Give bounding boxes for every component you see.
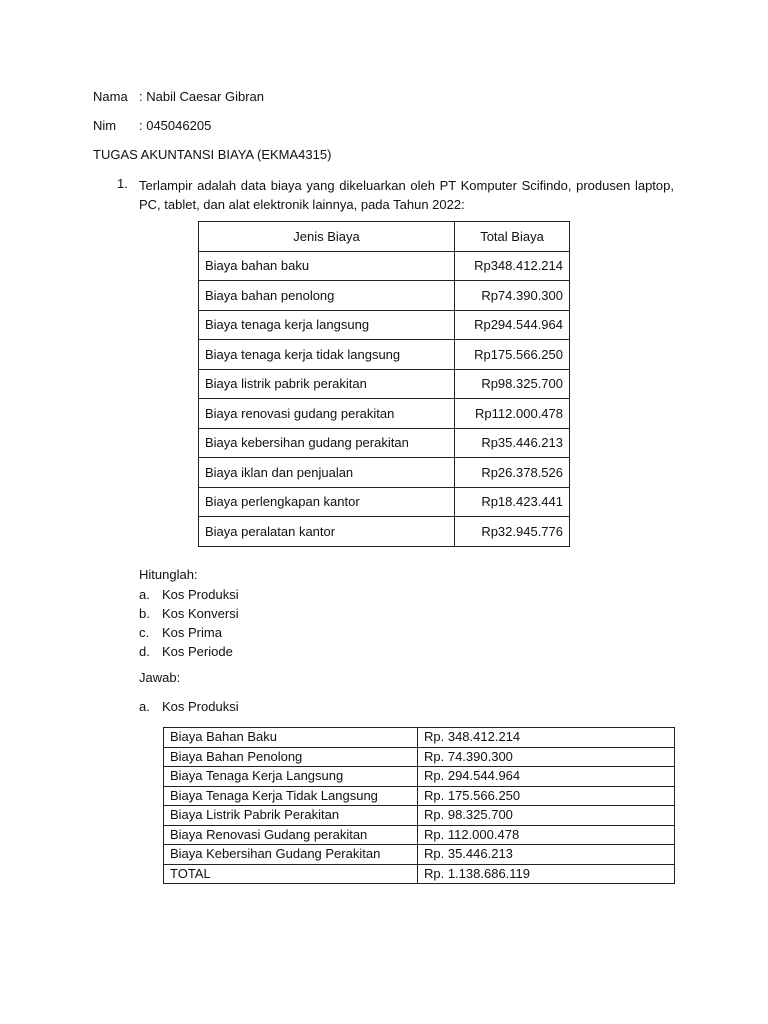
table-row xyxy=(199,310,570,340)
cost-name: Biaya iklan dan penjualan xyxy=(199,458,455,488)
table-row xyxy=(199,458,570,488)
instructions-title: Hitunglah: xyxy=(139,567,198,582)
cost-name: Biaya kebersihan gudang perakitan xyxy=(199,428,455,458)
answer-cost-name: Biaya Renovasi Gudang perakitan xyxy=(164,825,418,845)
list-item-label: Kos Periode xyxy=(162,644,233,659)
student-name-line xyxy=(93,89,264,104)
cost-table-header-total: Total Biaya xyxy=(455,222,570,252)
table-row xyxy=(164,767,675,787)
list-item xyxy=(139,623,239,642)
table-row xyxy=(199,251,570,281)
answer-sub-marker: a. xyxy=(139,699,150,714)
answer-title: Jawab: xyxy=(139,670,181,685)
list-item xyxy=(139,604,239,623)
list-item-label: Kos Konversi xyxy=(162,606,239,621)
answer-cost-value: Rp. 294.544.964 xyxy=(418,767,675,787)
table-row xyxy=(164,825,675,845)
cost-name: Biaya bahan baku xyxy=(199,251,455,281)
cost-value: Rp98.325.700 xyxy=(455,369,570,399)
table-row xyxy=(199,369,570,399)
name-label: Nama xyxy=(93,89,128,104)
answer-subheading xyxy=(139,699,239,714)
table-row xyxy=(199,428,570,458)
cost-name: Biaya perlengkapan kantor xyxy=(199,487,455,517)
cost-name: Biaya listrik pabrik perakitan xyxy=(199,369,455,399)
cost-value: Rp112.000.478 xyxy=(455,399,570,429)
cost-name: Biaya bahan penolong xyxy=(199,281,455,311)
cost-value: Rp26.378.526 xyxy=(455,458,570,488)
cost-table-header-type: Jenis Biaya xyxy=(199,222,455,252)
list-item xyxy=(139,585,239,604)
cost-value: Rp175.566.250 xyxy=(455,340,570,370)
name-value: : Nabil Caesar Gibran xyxy=(139,89,264,104)
cost-value: Rp35.446.213 xyxy=(455,428,570,458)
total-row xyxy=(164,864,675,884)
table-row xyxy=(164,728,675,748)
answer-cost-value: Rp. 348.412.214 xyxy=(418,728,675,748)
instructions-list xyxy=(139,585,239,661)
cost-name: Biaya peralatan kantor xyxy=(199,517,455,547)
cost-name: Biaya tenaga kerja langsung xyxy=(199,310,455,340)
nim-value: : 045046205 xyxy=(139,118,212,133)
answer-cost-name: Biaya Kebersihan Gudang Perakitan xyxy=(164,845,418,865)
list-marker: a. xyxy=(139,587,150,602)
cost-value: Rp32.945.776 xyxy=(455,517,570,547)
answer-cost-value: Rp. 98.325.700 xyxy=(418,806,675,826)
list-marker: c. xyxy=(139,625,150,640)
student-nim-line xyxy=(93,118,211,133)
question-text: Terlampir adalah data biaya yang dikeluarkan oleh PT Komputer Scifindo, produsen laptop, PC, tablet, dan alat elektronik lainnya, pada Tahun 2022: xyxy=(139,178,674,212)
cost-table xyxy=(198,221,570,547)
nim-label: Nim xyxy=(93,118,117,133)
total-label: TOTAL xyxy=(164,864,418,884)
list-marker: b. xyxy=(139,606,150,621)
task-title: TUGAS AKUNTANSI BIAYA (EKMA4315) xyxy=(93,147,332,162)
cost-table-header-row xyxy=(199,222,570,252)
answer-cost-name: Biaya Tenaga Kerja Tidak Langsung xyxy=(164,786,418,806)
answer-sub-title: Kos Produksi xyxy=(162,699,239,714)
table-row xyxy=(199,340,570,370)
answer-cost-name: Biaya Tenaga Kerja Langsung xyxy=(164,767,418,787)
list-item-label: Kos Produksi xyxy=(162,587,239,602)
table-row xyxy=(199,399,570,429)
answer-cost-name: Biaya Listrik Pabrik Perakitan xyxy=(164,806,418,826)
answer-cost-name: Biaya Bahan Penolong xyxy=(164,747,418,767)
cost-value: Rp294.544.964 xyxy=(455,310,570,340)
question-number: 1. xyxy=(117,176,128,191)
cost-value: Rp348.412.214 xyxy=(455,251,570,281)
cost-name: Biaya tenaga kerja tidak langsung xyxy=(199,340,455,370)
table-row xyxy=(199,281,570,311)
list-item-label: Kos Prima xyxy=(162,625,222,640)
cost-name: Biaya renovasi gudang perakitan xyxy=(199,399,455,429)
cost-value: Rp74.390.300 xyxy=(455,281,570,311)
table-row xyxy=(164,845,675,865)
table-row xyxy=(199,487,570,517)
list-item xyxy=(139,642,239,661)
answer-cost-value: Rp. 112.000.478 xyxy=(418,825,675,845)
cost-value: Rp18.423.441 xyxy=(455,487,570,517)
answer-cost-value: Rp. 35.446.213 xyxy=(418,845,675,865)
list-marker: d. xyxy=(139,644,150,659)
answer-cost-value: Rp. 74.390.300 xyxy=(418,747,675,767)
production-cost-table xyxy=(163,727,675,884)
total-value: Rp. 1.138.686.119 xyxy=(418,864,675,884)
answer-cost-value: Rp. 175.566.250 xyxy=(418,786,675,806)
table-row xyxy=(164,747,675,767)
table-row xyxy=(164,786,675,806)
table-row xyxy=(199,517,570,547)
table-row xyxy=(164,806,675,826)
answer-cost-name: Biaya Bahan Baku xyxy=(164,728,418,748)
